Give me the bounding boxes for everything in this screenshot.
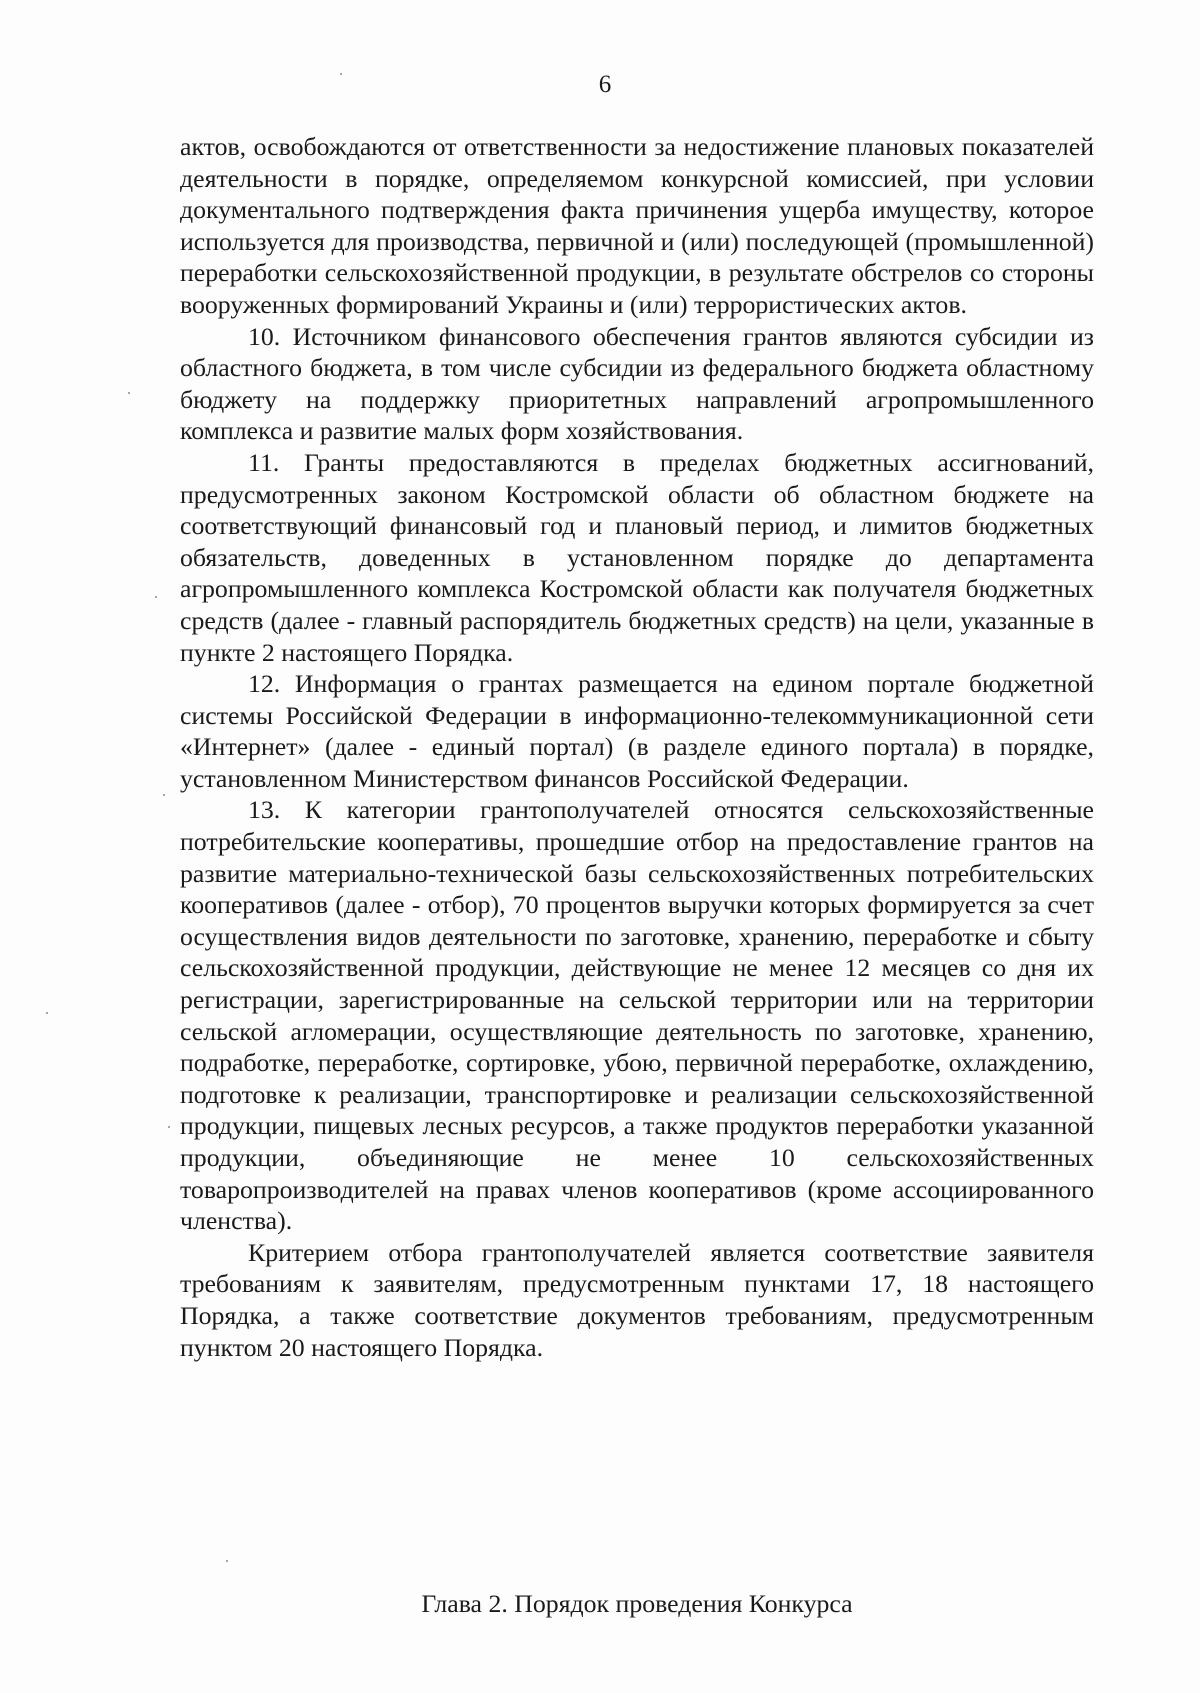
document-body xyxy=(180,131,1094,1363)
scan-speck xyxy=(46,1012,48,1014)
scan-speck xyxy=(168,1126,170,1128)
page-number: 6 xyxy=(598,71,612,98)
chapter-heading: Глава 2. Порядок проведения Конкурса xyxy=(421,1589,853,1618)
scan-speck xyxy=(340,73,342,75)
paragraph-continuation: актов, освобождаются от ответственности за недостижение плановых показателей деятельности в порядке, определяемом конкурсной комиссией, при условии документального подтверждения факта причинения ущерба имуществу, которое используется для производства, первичной и (или) последующей (промышленной) переработки сельскохозяйственной продукции, в результате обстрелов со стороны вооруженных формирований Украины и (или) террористических актов. xyxy=(180,132,1094,319)
paragraph-item-13: 13. К категории грантополучателей относятся сельскохозяйственные потребительские кооперативы, прошедшие отбор на предоставление грантов на развитие материально-технической базы сельскохозяйственных потребительских кооперативов (далее - отбор), 70 процентов выручки которых формируется за счет осуществления видов деятельности по заготовке, хранению, переработке и сбыту сельскохозяйственной продукции, действующие не менее 12 месяцев со дня их регистрации, зарегистрированные на сельской территории или на территории сельской агломерации, осуществляющие деятельность по заготовке, хранению, подработке, переработке, сортировке, убою, первичной переработке, охлаждению, подготовке к реализации, транспортировке и реализации сельскохозяйственной продукции, пищевых лесных ресурсов, а также продуктов переработки указанной продукции, объединяющие не менее 10 сельскохозяйственных товаропроизводителей на правах членов кооперативов (кроме ассоциированного членства). xyxy=(180,795,1094,1236)
paragraph-selection-criterion: Критерием отбора грантополучателей является соответствие заявителя требованиям к заявителям, предусмотренным пунктами 17, 18 настоящего Порядка, а также соответствие документов требованиям, предусмотренным пунктом 20 настоящего Порядка. xyxy=(180,1237,1094,1362)
scan-speck xyxy=(226,1560,228,1562)
scan-speck xyxy=(155,596,157,598)
paragraph-item-11: 11. Гранты предоставляются в пределах бюджетных ассигнований, предусмотренных законом Костромской области об областном бюджете на соответствующий финансовый год и плановый период, и лимитов бюджетных обязательств, доведенных в установленном порядке до департамента агропромышленного комплекса Костромской области как получателя бюджетных средств (далее - главный распорядитель бюджетных средств) на цели, указанные в пункте 2 настоящего Порядка. xyxy=(180,447,1094,667)
scan-speck xyxy=(163,794,165,796)
paragraph-item-12: 12. Информация о грантах размещается на едином портале бюджетной системы Российской Федерации в информационно-телекоммуникационной сети «Интернет» (далее - единый портал) (в разделе единого портала) в порядке, установленном Министерством финансов Российской Федерации. xyxy=(180,669,1094,793)
paragraph-item-10: 10. Источником финансового обеспечения грантов являются субсидии из областного бюджета, в том числе субсидии из федерального бюджета областному бюджету на поддержку приоритетных направлений агропромышленного комплекса и развитие малых форм хозяйствования. xyxy=(180,321,1094,446)
scan-speck xyxy=(128,392,130,394)
